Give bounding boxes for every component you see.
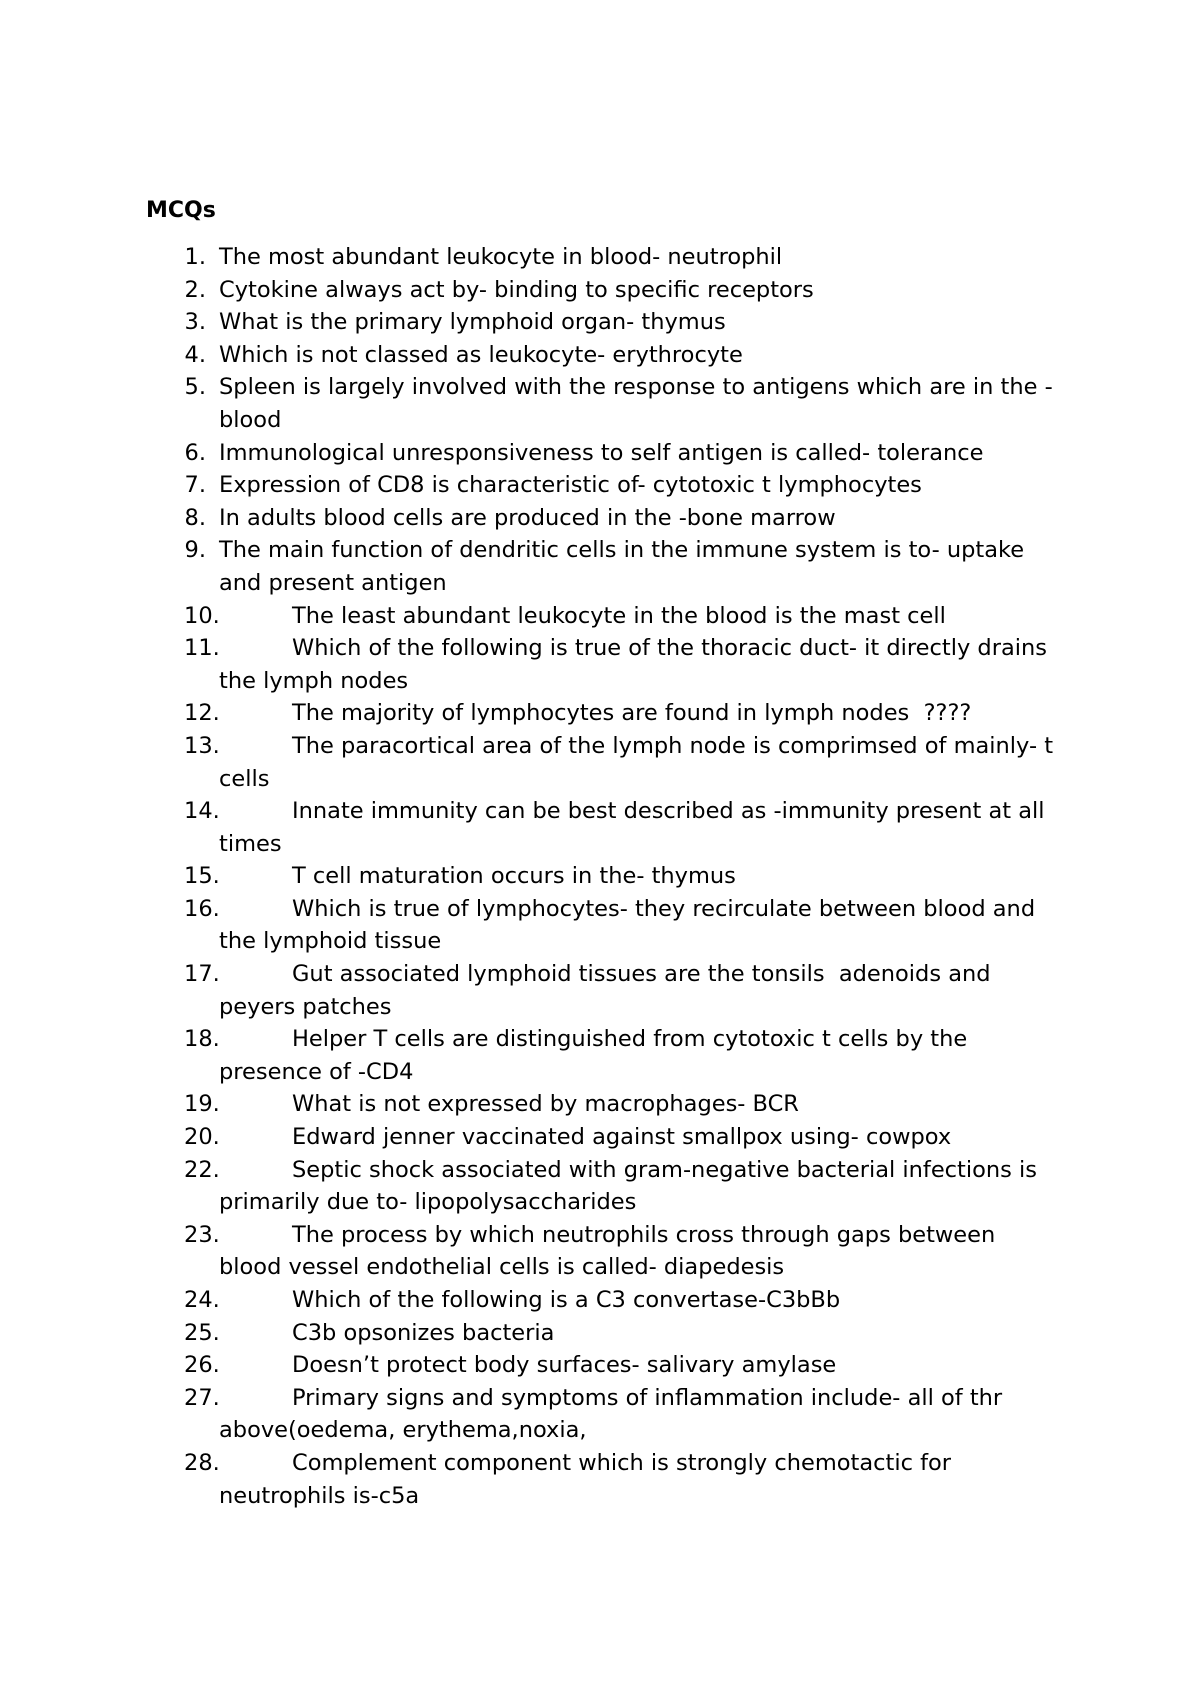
list-item [0, 730, 1200, 795]
list-item-text: The main function of dendritic cells in the immune system is to- uptake and present antigen [219, 537, 1032, 596]
list-item-text: The least abundant leukocyte in the blood is the mast cell [292, 602, 946, 629]
list-item-text: Primary signs and symptoms of inflammation include- all of thr above(oedema, erythema,noxia, [219, 1384, 1010, 1444]
list-item-number: 19. [184, 1091, 220, 1118]
list-item [0, 1154, 1200, 1219]
list-item-number: 14. [184, 798, 220, 825]
list-item [0, 860, 1200, 893]
list-item-number: 8. [184, 504, 206, 531]
list-item-text: Edward jenner vaccinated against smallpox using- cowpox [292, 1124, 952, 1151]
list-item-text: Septic shock associated with gram-negative bacterial infections is primarily due to- lipopolysaccharides [219, 1156, 1045, 1216]
list-item-text: Doesn’t protect body surfaces- salivary amylase [292, 1352, 837, 1379]
list-item-number: 12. [184, 700, 220, 727]
list-item-text: Which of the following is a C3 convertase-C3bBb [292, 1287, 841, 1313]
list-item-number: 25. [184, 1319, 220, 1346]
list-item [0, 1382, 1200, 1447]
list-item-number: 2. [184, 276, 206, 303]
list-item-number: 9. [184, 537, 206, 564]
list-item [0, 306, 1200, 339]
list-item [0, 1023, 1200, 1088]
list-item-text: The process by which neutrophils cross through gaps between blood vessel endothelial cells is called- diapedesis [219, 1221, 1003, 1281]
list-item [0, 1121, 1200, 1154]
list-item [0, 632, 1200, 697]
list-item [0, 1284, 1200, 1317]
list-item-text: Helper T cells are distinguished from cytotoxic t cells by the presence of -CD4 [219, 1026, 975, 1085]
list-item-number: 28. [184, 1449, 220, 1476]
list-item-text: C3b opsonizes bacteria [292, 1319, 555, 1346]
list-item-number: 6. [184, 439, 206, 466]
list-item-number: 13. [184, 732, 220, 759]
list-item-number: 20. [184, 1124, 220, 1151]
list-item-number: 1. [184, 244, 206, 270]
list-item [0, 534, 1200, 599]
list-item-text: Expression of CD8 is characteristic of- cytotoxic t lymphocytes [219, 472, 922, 499]
list-item-number: 7. [184, 472, 206, 499]
list-item-number: 16. [184, 895, 220, 922]
list-item-text: Immunological unresponsiveness to self antigen is called- tolerance [219, 439, 984, 466]
list-item-text: The most abundant leukocyte in blood- neutrophil [219, 244, 783, 270]
list-item [0, 958, 1200, 1023]
list-item-number: 10. [184, 602, 220, 629]
list-item [0, 371, 1200, 436]
list-item-text: The majority of lymphocytes are found in lymph nodes ???? [292, 700, 972, 727]
list-item-text: Innate immunity can be best described as -immunity present at all times [219, 798, 1052, 857]
list-item [0, 795, 1200, 860]
list-item [0, 697, 1200, 730]
list-item [0, 1219, 1200, 1284]
list-item-number: 24. [184, 1287, 220, 1313]
list-item [0, 437, 1200, 470]
document-heading: MCQs [146, 198, 216, 223]
list-item [0, 274, 1200, 307]
list-item [0, 469, 1200, 502]
list-item-text: Complement component which is strongly chemotactic for neutrophils is-c5a [219, 1449, 959, 1509]
list-item [0, 1088, 1200, 1121]
list-item-number: 3. [184, 309, 206, 336]
mcq-list [0, 241, 1200, 1512]
list-item [0, 600, 1200, 633]
list-item [0, 1317, 1200, 1350]
list-item [0, 241, 1200, 274]
list-item-text: Gut associated lymphoid tissues are the tonsils adenoids and peyers patches [219, 961, 998, 1020]
list-item-number: 27. [184, 1384, 220, 1411]
list-item-text: Which of the following is true of the thoracic duct- it directly drains the lymph nodes [219, 635, 1055, 694]
list-item-number: 18. [184, 1026, 220, 1053]
list-item-number: 15. [184, 863, 220, 890]
list-item-number: 17. [184, 961, 220, 988]
list-item [0, 1349, 1200, 1382]
list-item-text: What is not expressed by macrophages- BCR [292, 1091, 799, 1118]
list-item-text: Which is true of lymphocytes- they recirculate between blood and the lymphoid tissue [219, 895, 1043, 955]
list-item-number: 22. [184, 1156, 220, 1183]
list-item [0, 893, 1200, 958]
list-item [0, 502, 1200, 535]
list-item [0, 339, 1200, 372]
list-item-text: In adults blood cells are produced in the -bone marrow [219, 504, 836, 531]
list-item-number: 4. [184, 341, 206, 368]
list-item [0, 1447, 1200, 1512]
list-item-text: Which is not classed as leukocyte- erythrocyte [219, 341, 743, 368]
list-item-number: 11. [184, 635, 220, 662]
list-item-number: 23. [184, 1221, 220, 1248]
list-item-text: Cytokine always act by- binding to specific receptors [219, 276, 814, 303]
list-item-text: The paracortical area of the lymph node is comprimsed of mainly- t cells [219, 732, 1061, 792]
list-item-number: 5. [184, 374, 206, 401]
list-item-text: T cell maturation occurs in the- thymus [292, 863, 736, 890]
list-item-text: What is the primary lymphoid organ- thymus [219, 309, 726, 336]
list-item-text: Spleen is largely involved with the response to antigens which are in the -blood [219, 374, 1053, 433]
list-item-number: 26. [184, 1352, 220, 1379]
